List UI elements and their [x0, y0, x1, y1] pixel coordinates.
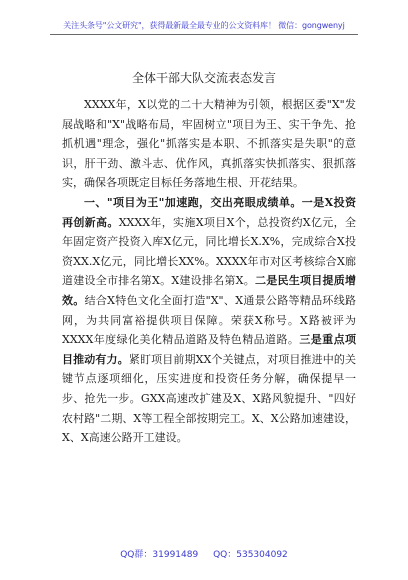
header-promo-link[interactable]: 关注头条号"公文研究"，获得最新最全最专业的公文资料库！ 微信：gongwenyj — [63, 21, 345, 30]
bold-heading-run: 三是重点项目推动有力。 — [62, 333, 356, 366]
footer-qq-group: QQ群：31991489 — [120, 550, 199, 560]
text-run: 紧盯项目前期XX个关键点，对项目推进中的关键节点逐项细化，压实进度和投资任务分解，确保提早一步、抢先一步。GXX高速改扩建及X、X路风貌提升、"四好农村路"二期、X等工程全部按期完工。X、X公路加速建设，X、X高速公路开工建设。 — [62, 352, 357, 445]
text-run: 结合X特色文化全面打造"X"、X通景公路等精品环线路网，为共同富裕提供项目保障。荣获X称号。X路被评为XXXX年度绿化美化精品道路及特色精品道路。 — [62, 293, 356, 347]
bold-heading-run: 一、"项目为王"加速跑，交出亮眼成绩单。一是X投资再创新高。 — [62, 195, 356, 229]
document-title: 全体干部大队交流表态发言 — [131, 71, 276, 85]
footer-qq-number: QQ：535304092 — [213, 550, 288, 560]
text-run: XXXX年，X以党的二十大精神为引领，根据区委"X"发展战略和"X"战略布局，牢固树立"项目为王、实干争先、抢抓机遇"理念，强化"抓落实是本职、不抓落实是失职"的意识，肝干劲、激斗志、优作风，真抓落实快抓落实、狠抓落实，确保各项既定目标任务落地生根、开花结果。 — [62, 98, 356, 190]
header-divider — [50, 34, 358, 35]
document-body — [62, 95, 356, 448]
body-paragraph — [62, 95, 356, 193]
footer-contact — [0, 547, 408, 560]
body-paragraph — [62, 193, 356, 448]
bold-heading-run: 二是民生项目提质增效。 — [62, 274, 356, 307]
text-run: XXXX年，实施X项目X个，总投资约X亿元，全年固定资产投资入库X亿元，同比增长X.X%，完成综合X投资XX.X亿元，同比增长XX%。XXXX年市对区考核综合X廊道建设全市排名第X。X建设排名第X。 — [62, 215, 356, 288]
